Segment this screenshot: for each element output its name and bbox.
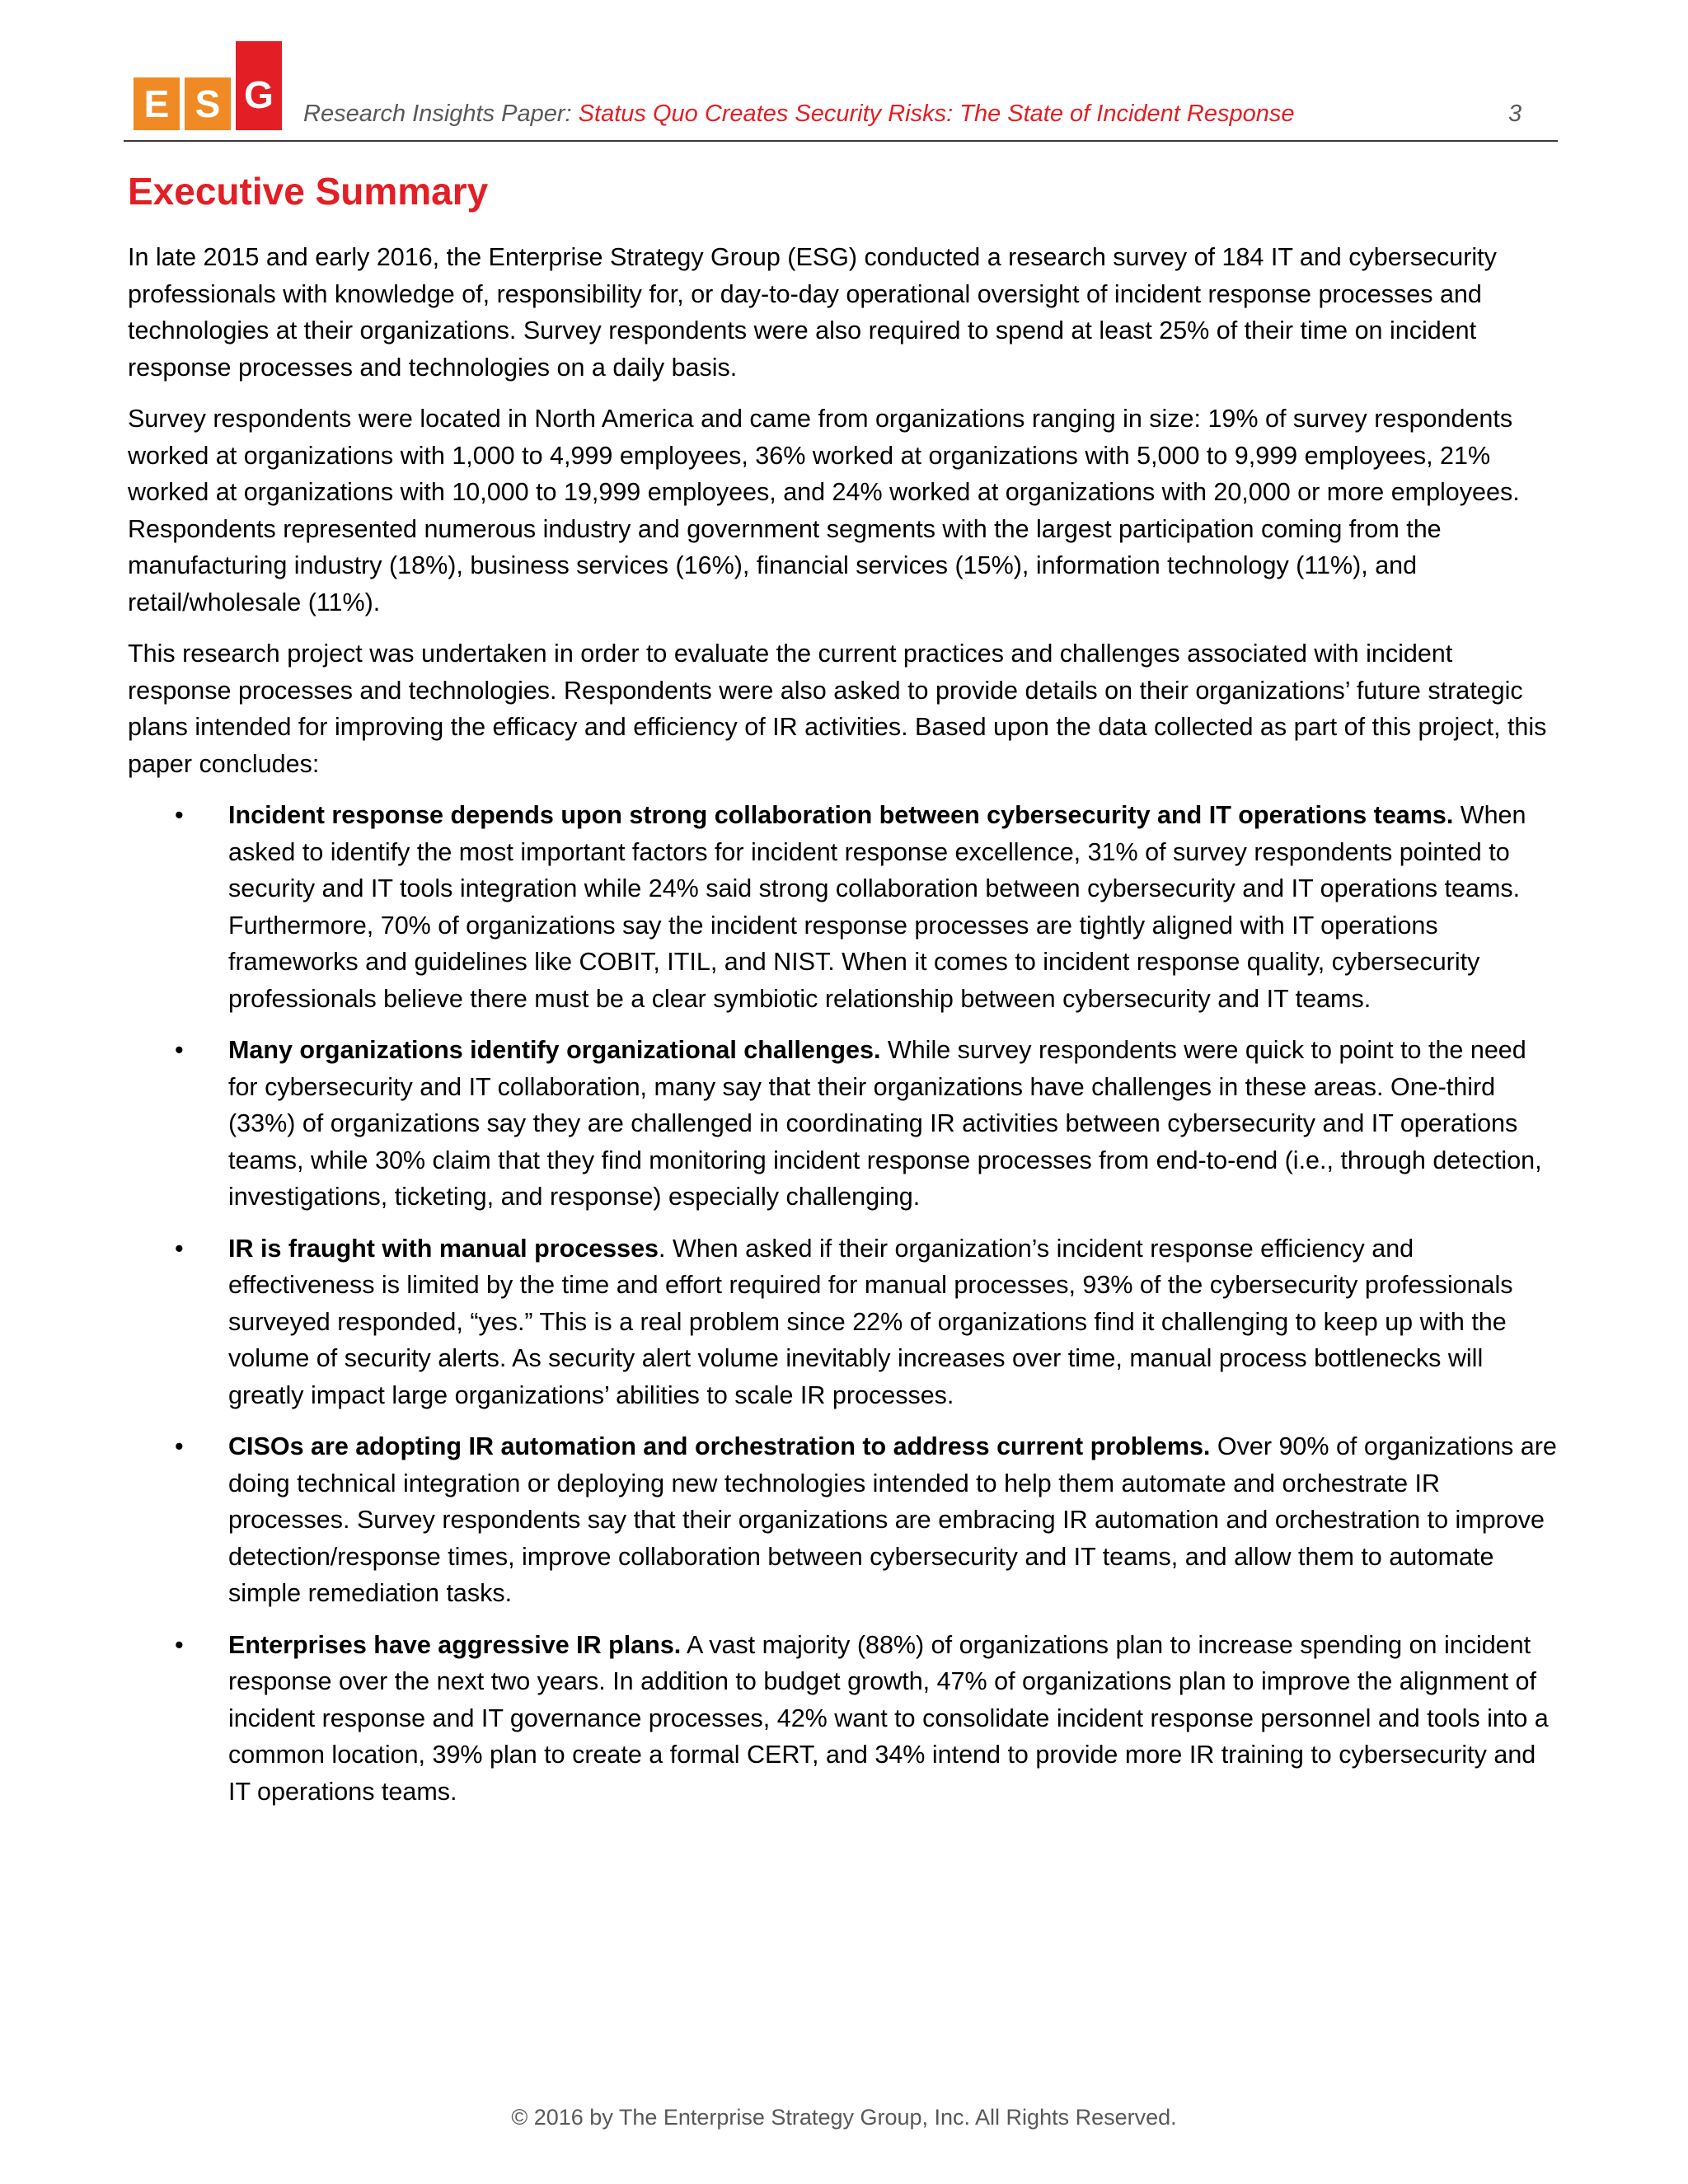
logo-letter-s: S [185,77,231,130]
bullet-text: When asked to identify the most important factors for incident response excellence, 31% of survey respondents pointed to security and IT tools integration while 24% said strong collaboration between cybersecurity and IT operations teams. Furthermore, 70% of organizations say the incident response processes are tightly aligned with IT operations frameworks and guidelines like COBIT, ITIL, and NIST. When it comes to incident response quality, cybersecurity professionals believe there must be a clear symbiotic relationship between cybersecurity and IT teams. [228,801,1526,1013]
list-item [128,1230,1562,1414]
bullet-text: . When asked if their organization’s incident response efficiency and effectiveness is limited by the time and effort required for manual processes, 93% of the cybersecurity professionals surveyed responded, “yes.” This is a real problem since 22% of organizations find it challenging to keep up with the volume of security alerts. As security alert volume inevitably increases over time, manual process bottlenecks will greatly impact large organizations’ abilities to scale IR processes. [228,1234,1513,1409]
bullet-text: Over 90% of organizations are doing technical integration or deploying new technologies intended to help them automate and orchestrate IR processes. Survey respondents say that their organizations are embracing IR automation and orchestration to improve detection/response times, improve collaboration between cybersecurity and IT teams, and allow them to automate simple remediation tasks. [228,1432,1557,1607]
bullet-icon: • [175,801,184,829]
esg-logo [134,40,290,130]
bullet-icon: • [175,1036,184,1064]
paragraph: Survey respondents were located in North America and came from organizations ranging in size: 19% of survey respondents worked at organizations with 1,000 to 4,999 employees, 36% worked at organizations with 5,000 to 9,999 employees, 21% worked at organizations with 10,000 to 19,999 employees, and 24% worked at organizations with 20,000 or more employees. Respondents represented numerous industry and government segments with the largest participation coming from the manufacturing industry (18%), business services (16%), financial services (15%), information technology (11%), and retail/wholesale (11%). [128,405,1520,616]
logo-letter-e: E [134,77,180,130]
bullet-icon: • [175,1630,184,1659]
bullet-lead: Many organizations identify organizational challenges. [228,1036,881,1064]
header-paper-title: Status Quo Creates Security Risks: The State of Incident Response [578,101,1295,127]
bullet-text: While survey respondents were quick to point to the need for cybersecurity and IT collaboration, many say that their organizations have challenges in these areas. One-third (33%) of organizations say they are challenged in coordinating IR activities between cybersecurity and IT operations teams, while 30% claim that they find monitoring incident response processes from end-to-end (i.e., through detection, investigations, ticketing, and response) especially challenging. [228,1036,1542,1211]
footer-copyright: © 2016 by The Enterprise Strategy Group, Inc. All Rights Reserved. [511,2105,1177,2130]
section-title: Executive Summary [128,170,489,213]
bullet-lead: Incident response depends upon strong collaboration between cybersecurity and IT operations teams. [228,801,1454,829]
bullet-icon: • [175,1234,184,1263]
running-header [303,101,1294,128]
bullet-lead: Enterprises have aggressive IR plans. [228,1630,682,1659]
list-item [128,1428,1562,1612]
list-item [128,1627,1562,1811]
conclusions-list [128,797,1562,1810]
header-divider [124,140,1558,142]
bullet-lead: CISOs are adopting IR automation and orchestration to address current problems. [228,1432,1211,1460]
page-number: 3 [1508,101,1522,127]
logo-letter-g: G [236,41,282,130]
bullet-lead: IR is fraught with manual processes [228,1234,659,1263]
bullet-icon: • [175,1432,184,1460]
paragraph: In late 2015 and early 2016, the Enterprise Strategy Group (ESG) conducted a research survey of 184 IT and cybersecurity professionals with knowledge of, responsibility for, or day-to-day operational oversight of incident response processes and technologies at their organizations. Survey respondents were also required to spend at least 25% of their time on incident response processes and technologies on a daily basis. [128,243,1497,382]
header-prefix: Research Insights Paper: [303,101,579,127]
list-item [128,797,1562,1017]
list-item [128,1032,1562,1216]
body-content [128,239,1562,1825]
bullet-text: A vast majority (88%) of organizations plan to increase spending on incident response over the next two years. In addition to budget growth, 47% of organizations plan to improve the alignment of incident response and IT governance processes, 42% want to consolidate incident response personnel and tools into a common location, 39% plan to create a formal CERT, and 34% intend to provide more IR training to cybersecurity and IT operations teams. [228,1630,1549,1806]
paragraph: This research project was undertaken in order to evaluate the current practices and challenges associated with incident response processes and technologies. Respondents were also asked to provide details on their organizations’ future strategic plans intended for improving the efficacy and efficiency of IR activities. Based upon the data collected as part of this project, this paper concludes: [128,640,1547,778]
